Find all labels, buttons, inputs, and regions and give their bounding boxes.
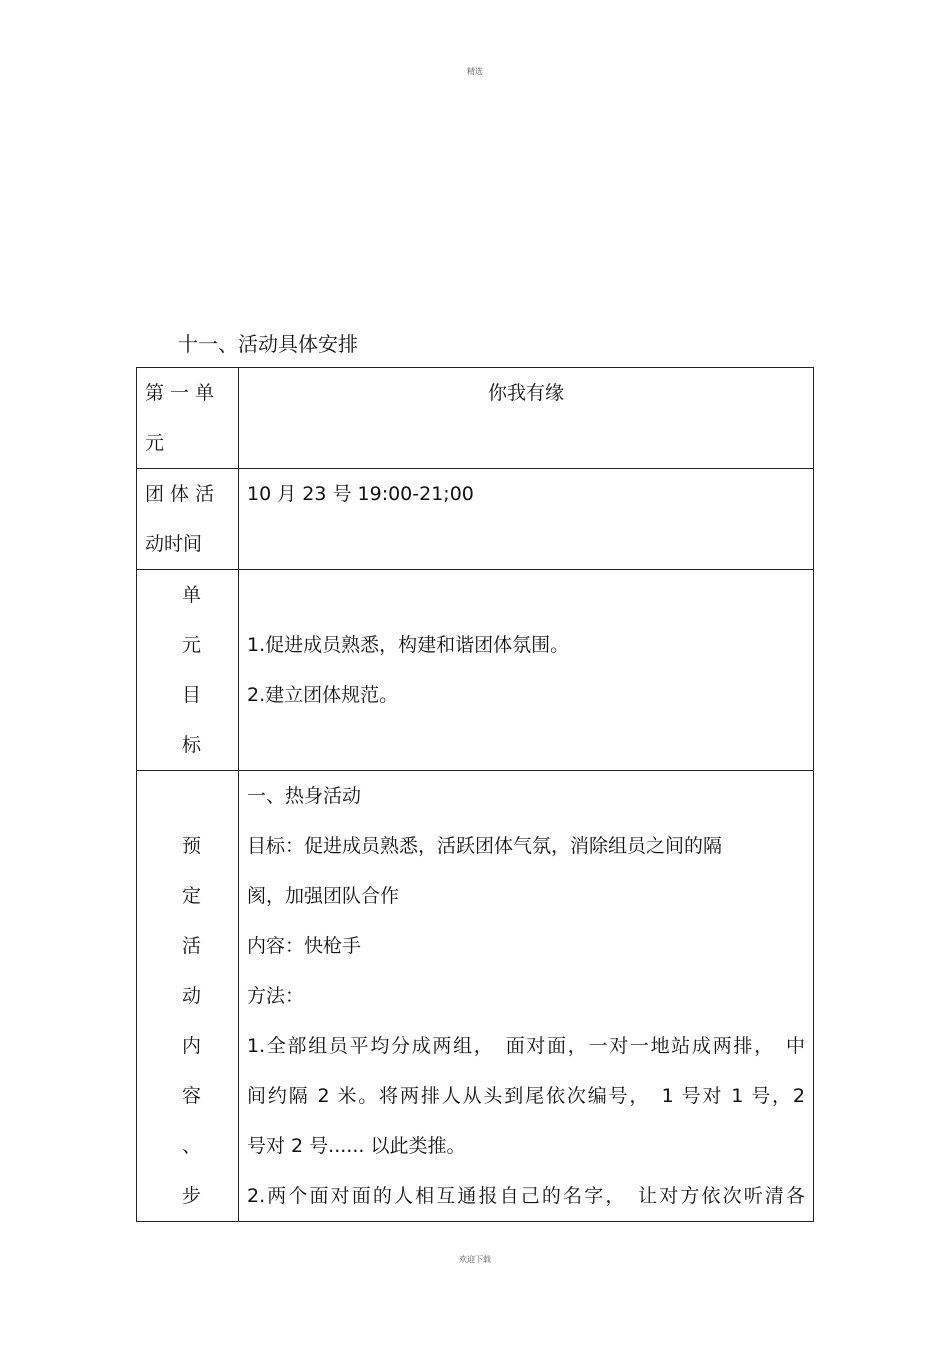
activity-line: 目标：促进成员熟悉，活跃团体气氛，消除组员之间的隔	[247, 835, 723, 857]
table-row-goal	[137, 570, 814, 771]
label-goal-char: 标	[181, 734, 201, 756]
table-row-unit	[137, 368, 814, 469]
label-cell-goal	[137, 570, 239, 771]
spacer	[145, 771, 238, 821]
activity-line: 方法：	[247, 985, 305, 1007]
table-row-activity	[137, 771, 814, 1222]
activity-line: 1.全部组员平均分成两组， 面对面，一对一地站成两排， 中	[247, 1035, 805, 1057]
activity-line: 2.两个面对面的人相互通报自己的名字， 让对方依次听清各	[247, 1185, 805, 1207]
footer-watermark: 欢迎下载	[459, 1255, 491, 1264]
goal-line: 2.建立团体规范。	[247, 684, 399, 706]
goal-line: 1.促进成员熟悉，构建和谐团体氛围。	[247, 634, 570, 656]
label-cell-time	[137, 469, 239, 570]
label-activity-char: 步	[181, 1185, 201, 1207]
label-time-line2: 动时间	[145, 533, 203, 555]
label-activity-char: 动	[181, 985, 201, 1007]
label-activity-char: 内	[181, 1035, 201, 1057]
activity-line: 内容：快枪手	[247, 935, 362, 957]
label-activity-char: 容	[181, 1085, 201, 1107]
label-unit-line1: 第 一 单	[145, 382, 215, 404]
label-goal-char: 目	[181, 684, 201, 706]
label-cell-activity	[137, 771, 239, 1222]
activity-line: 间约隔 2 米。将两排人从头到尾依次编号， 1 号对 1 号，2	[247, 1085, 805, 1107]
label-activity-char: 活	[181, 935, 201, 957]
header-watermark: 精选	[467, 67, 483, 76]
goal-content	[239, 570, 814, 771]
activity-line: 阂，加强团队合作	[247, 885, 400, 907]
table-row-time	[137, 469, 814, 570]
label-activity-char: 定	[181, 885, 201, 907]
activity-content	[239, 771, 814, 1222]
section-title: 十一、活动具体安排	[178, 332, 358, 356]
label-unit-line2: 元	[145, 432, 165, 454]
activity-line: 一、热身活动	[247, 785, 362, 807]
label-goal-char: 元	[181, 634, 201, 656]
label-cell-unit	[137, 368, 239, 469]
spacer	[247, 570, 805, 620]
label-goal-char: 单	[181, 584, 201, 606]
label-activity-char: 、	[181, 1135, 201, 1157]
activity-schedule-table	[136, 367, 814, 1222]
label-activity-char: 预	[181, 835, 201, 857]
activity-time: 10 月 23 号 19:00-21;00	[239, 469, 814, 570]
label-time-line1: 团 体 活	[145, 483, 215, 505]
activity-line: 号对 2 号...... 以此类推。	[247, 1135, 466, 1157]
unit-title: 你我有缘	[239, 368, 814, 469]
